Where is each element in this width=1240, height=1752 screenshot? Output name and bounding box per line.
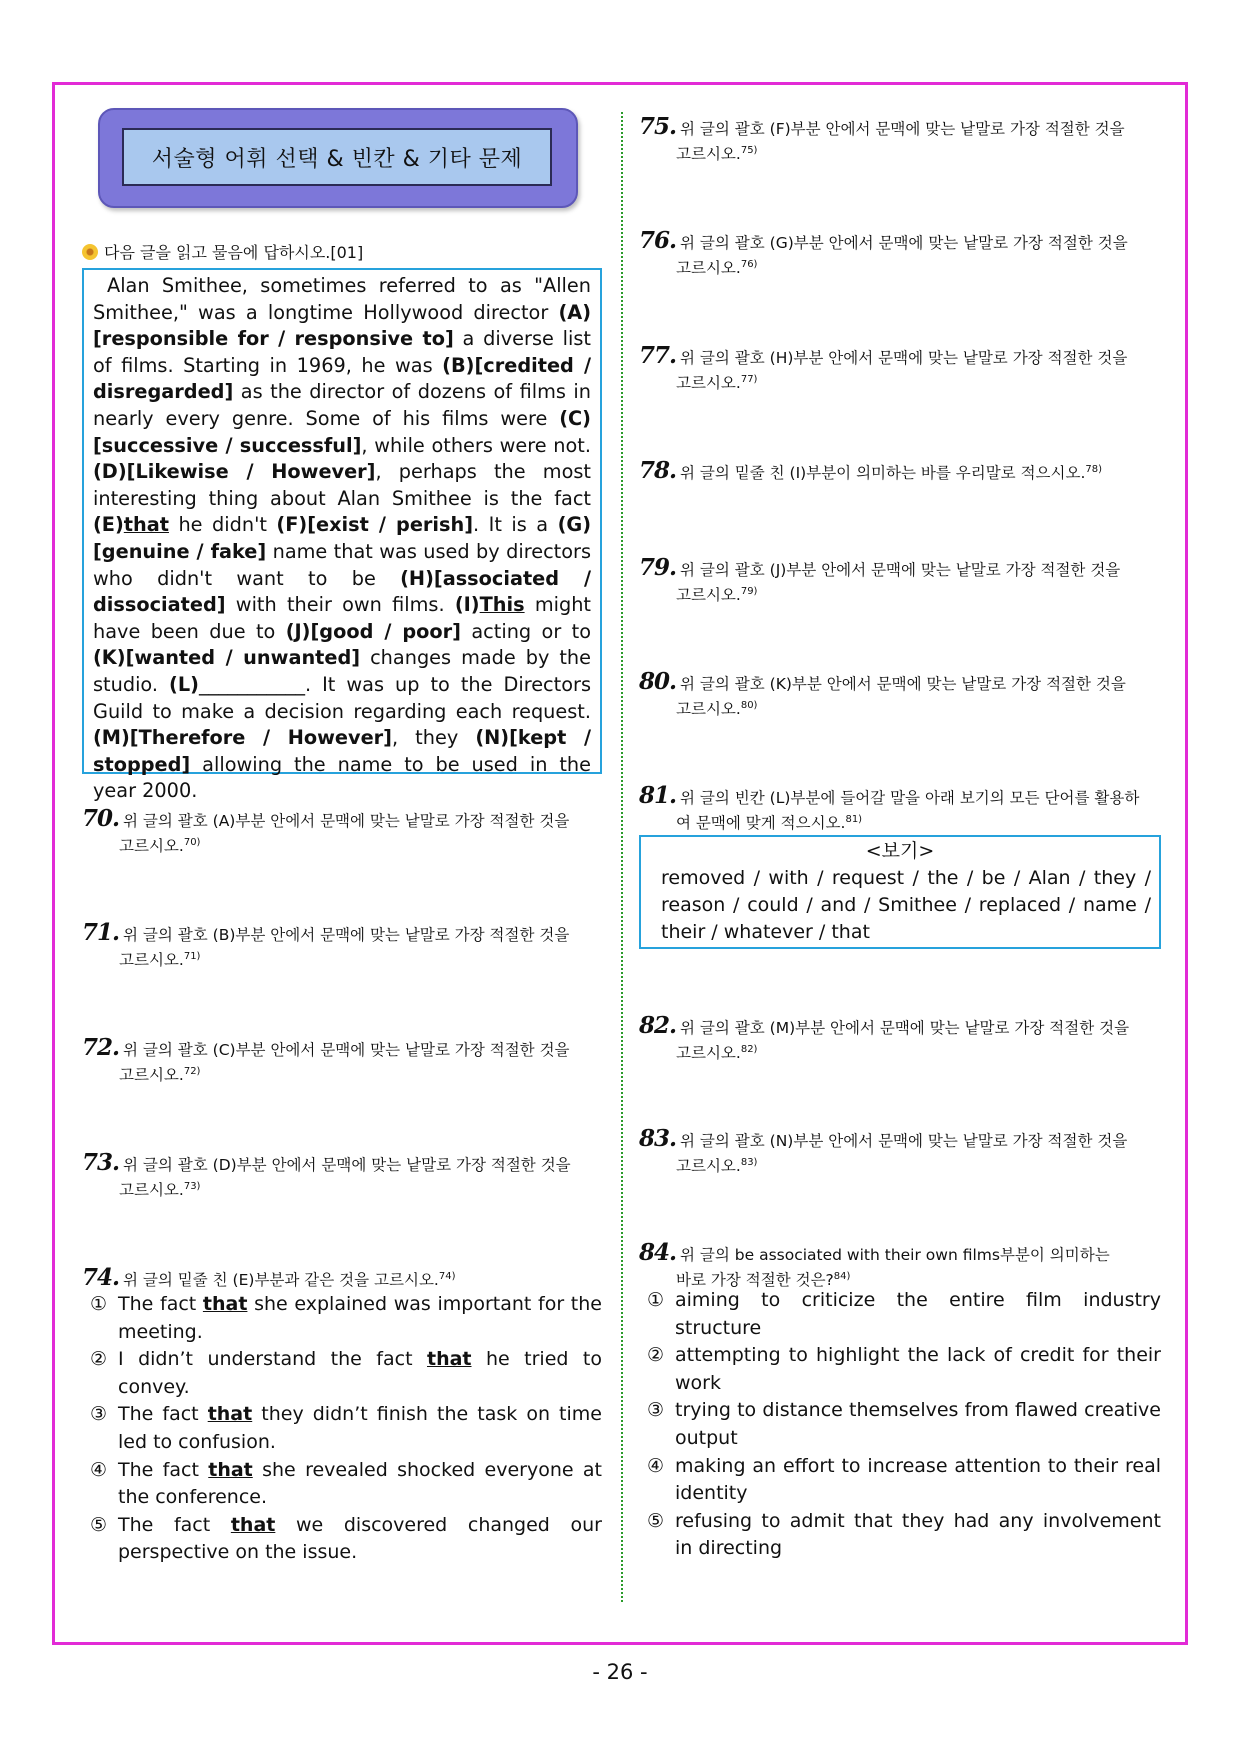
option-mark: ⑤	[90, 1513, 108, 1536]
question-number: 73.	[82, 1149, 120, 1176]
question-80	[639, 668, 1161, 720]
question-82	[639, 1012, 1161, 1064]
question-text: 위 글의 괄호 (C)부분 안에서 문맥에 맞는 낱말로 가장 적절한 것을	[123, 1041, 570, 1059]
question-text-cont: 고르시오.	[676, 700, 741, 719]
option-text: The fact	[118, 1403, 208, 1426]
question-text: 위 글의 빈칸 (L)부분에 들어갈 말을 아래 보기의 모든 단어를 활용하	[680, 789, 1140, 807]
footnote-ref: 75)	[740, 145, 758, 156]
option-text: attempting to highlight the lack of credit for their work	[675, 1344, 1161, 1394]
question-81	[639, 782, 1161, 834]
option-mark: ④	[647, 1454, 665, 1477]
passage-text: , they	[391, 726, 476, 750]
option-text: she revealed shocked everyone at the conference.	[118, 1458, 602, 1509]
question-number: 83.	[639, 1125, 677, 1152]
footnote-ref: 79)	[740, 586, 758, 597]
option-2[interactable]	[647, 1342, 1161, 1397]
bracket-n: (N)[kept / stopped]	[93, 726, 591, 776]
option-mark: ②	[90, 1348, 108, 1371]
question-number: 84.	[639, 1239, 677, 1266]
option-text: he tried to convey.	[118, 1348, 602, 1398]
underlined-that: that	[230, 1513, 276, 1536]
option-3[interactable]	[90, 1401, 602, 1456]
question-number: 72.	[82, 1034, 120, 1061]
question-75	[639, 113, 1161, 165]
passage-text: Alan Smithee, sometimes referred to as "Allen Smithee," was a longtime Hollywood director	[93, 274, 591, 324]
option-text: The fact	[118, 1293, 203, 1315]
footnote-ref: 70)	[183, 837, 201, 848]
passage-text: changes made by the studio.	[93, 646, 592, 696]
question-text-cont: 고르시오.	[676, 374, 741, 393]
question-text: 위 글의 괄호 (M)부분 안에서 문맥에 맞는 낱말로 가장 적절한 것을	[680, 1019, 1130, 1037]
option-text: she explained was important for the meeting.	[118, 1293, 602, 1343]
bracket-g: (G)[genuine / fake]	[93, 513, 592, 563]
question-number: 81.	[639, 782, 677, 809]
question-text-cont: 바로 가장 적절한 것은?	[676, 1271, 834, 1290]
passage-text: , perhaps the most interesting thing about Alan Smithee is the fact	[93, 460, 591, 510]
question-text-cont: 고르시오.	[119, 1181, 184, 1200]
q84-options	[647, 1287, 1161, 1563]
option-text: we discovered changed our perspective on the issue.	[118, 1513, 602, 1564]
underlined-that: that	[207, 1403, 253, 1426]
footnote-ref: 84)	[833, 1271, 851, 1282]
option-2[interactable]	[90, 1346, 602, 1401]
question-text: 위 글의 괄호 (F)부분 안에서 문맥에 맞는 낱말로 가장 적절한 것을	[680, 120, 1125, 138]
footnote-ref: 82)	[740, 1044, 758, 1055]
question-text: 위 글의 괄호 (K)부분 안에서 문맥에 맞는 낱말로 가장 적절한 것을	[680, 675, 1126, 693]
option-text: trying to distance themselves from flawed creative output	[675, 1399, 1161, 1449]
question-text: 위 글의 밑줄 친 (I)부분이 의미하는 바를 우리말로 적으시오.	[680, 464, 1086, 483]
option-mark: ④	[90, 1458, 108, 1481]
option-text: The fact	[118, 1513, 231, 1536]
question-text: 위 글의 be associated with their own films부분이 의미하는	[680, 1246, 1110, 1264]
footnote-ref: 72)	[183, 1066, 201, 1077]
footnote-ref: 77)	[740, 374, 758, 385]
page-number: - 26 -	[592, 1660, 648, 1684]
option-mark: ②	[647, 1344, 665, 1367]
option-5[interactable]	[647, 1508, 1161, 1563]
column-divider	[621, 112, 623, 1602]
option-3[interactable]	[647, 1397, 1161, 1452]
passage-text: . It is a	[473, 513, 558, 537]
bracket-j: (J)[good / poor]	[285, 619, 461, 643]
bracket-f: (F)[exist / perish]	[276, 513, 474, 537]
question-text-cont: 고르시오.	[676, 145, 741, 164]
question-number: 79.	[639, 554, 677, 581]
underlined-that: that	[202, 1293, 248, 1315]
underlined-e: that	[123, 513, 169, 537]
passage-text: ___________. It was up to the Directors Guild to make a decision regarding each request.	[93, 672, 591, 723]
question-text-cont: 고르시오.	[676, 586, 741, 605]
bracket-c: (C)[successive / successful]	[93, 406, 591, 457]
bracket-b: (B)[credited / disregarded]	[93, 353, 591, 404]
passage-text: acting or to	[460, 619, 591, 643]
footnote-ref: 71)	[183, 951, 201, 962]
question-text-cont: 고르시오.	[676, 259, 741, 278]
word-bank-words: removed / with / request / the / be / Alan / they / reason / could / and / Smithee / replaced / name / their / whatever / that	[661, 867, 1151, 943]
option-1[interactable]	[647, 1287, 1161, 1342]
label-i: (I)	[454, 593, 480, 617]
question-text: 위 글의 괄호 (H)부분 안에서 문맥에 맞는 낱말로 가장 적절한 것을	[680, 349, 1128, 367]
instruction-line	[82, 240, 363, 263]
question-number: 74.	[82, 1264, 120, 1292]
option-mark: ③	[647, 1399, 665, 1422]
question-number: 71.	[82, 919, 120, 946]
option-text: they didn’t finish the task on time led to confusion.	[118, 1403, 602, 1453]
passage-text: name that was used by directors who didn't want to be	[93, 539, 592, 590]
option-text: refusing to admit that they had any involvement in directing	[675, 1509, 1161, 1560]
footnote-ref: 78)	[1085, 464, 1103, 475]
question-78	[639, 459, 1161, 484]
underlined-i: This	[479, 593, 525, 617]
footnote-ref: 81)	[845, 814, 863, 825]
bracket-d: (D)[Likewise / However]	[93, 460, 376, 484]
question-text: 위 글의 밑줄 친 (E)부분과 같은 것을 고르시오.	[123, 1271, 439, 1290]
question-text: 위 글의 괄호 (J)부분 안에서 문맥에 맞는 낱말로 가장 적절한 것을	[680, 561, 1121, 579]
label-e: (E)	[93, 513, 124, 537]
reading-passage	[82, 268, 602, 803]
question-79	[639, 554, 1161, 606]
question-76	[639, 227, 1161, 279]
question-number: 75.	[639, 113, 677, 140]
option-text: aiming to criticize the entire film industry structure	[675, 1289, 1161, 1339]
passage-text: as the director of dozens of films in nearly every genre. Some of his films were	[93, 380, 591, 430]
question-number: 82.	[639, 1012, 677, 1039]
underlined-that: that	[427, 1348, 472, 1371]
question-text: 위 글의 괄호 (B)부분 안에서 문맥에 맞는 낱말로 가장 적절한 것을	[123, 926, 570, 944]
option-mark: ③	[90, 1403, 108, 1426]
word-bank-box	[639, 835, 1161, 949]
question-text: 위 글의 괄호 (D)부분 안에서 문맥에 맞는 낱말로 가장 적절한 것을	[123, 1156, 571, 1174]
option-text: I didn’t understand the fact	[118, 1348, 427, 1371]
bracket-m: (M)[Therefore / However]	[93, 726, 392, 750]
bracket-h: (H)[associated / dissociated]	[93, 566, 591, 617]
passage-text: a diverse list of films. Starting in 1969, he was	[93, 327, 591, 377]
footnote-ref: 74)	[438, 1271, 456, 1282]
passage-text: allowing the name to be used in the year 2000.	[93, 752, 591, 803]
question-text-cont: 고르시오.	[676, 1157, 741, 1176]
question-number: 80.	[639, 668, 677, 695]
option-mark: ⑤	[647, 1509, 665, 1532]
question-text: 위 글의 괄호 (A)부분 안에서 문맥에 맞는 낱말로 가장 적절한 것을	[123, 812, 570, 830]
option-5[interactable]	[90, 1512, 602, 1567]
question-number: 77.	[639, 342, 677, 369]
question-71	[82, 919, 602, 971]
question-number: 70.	[82, 805, 120, 832]
question-text-cont: 고르시오.	[119, 837, 184, 856]
word-bank-title: <보기>	[865, 840, 935, 862]
option-4[interactable]	[90, 1457, 602, 1512]
question-number: 78.	[639, 457, 677, 485]
option-text: The fact	[118, 1458, 209, 1481]
flower-icon	[82, 244, 98, 260]
question-text-cont: 여 문맥에 맞게 적으시오.	[676, 814, 846, 833]
question-text-cont: 고르시오.	[676, 1044, 741, 1063]
q74-options	[90, 1291, 602, 1567]
question-text: 위 글의 괄호 (G)부분 안에서 문맥에 맞는 낱말로 가장 적절한 것을	[680, 234, 1128, 252]
option-mark: ①	[647, 1289, 665, 1311]
option-1[interactable]	[90, 1291, 602, 1346]
footnote-ref: 73)	[183, 1181, 201, 1192]
footnote-ref: 76)	[740, 259, 758, 270]
section-title-banner	[98, 108, 578, 208]
question-number: 76.	[639, 227, 677, 254]
option-mark: ①	[90, 1293, 108, 1315]
footnote-ref: 83)	[740, 1157, 758, 1168]
question-text-cont: 고르시오.	[119, 951, 184, 970]
section-title: 서술형 어휘 선택 & 빈칸 & 기타 문제	[122, 128, 552, 186]
passage-text: might have been due to	[93, 593, 591, 643]
question-72	[82, 1034, 602, 1086]
blank-l-label: (L)	[169, 672, 199, 696]
bracket-k: (K)[wanted / unwanted]	[93, 646, 361, 670]
question-73	[82, 1149, 602, 1201]
bracket-a: (A)[responsible for / responsive to]	[93, 300, 591, 351]
option-text: making an effort to increase attention to their real identity	[675, 1454, 1161, 1505]
question-74	[82, 1266, 602, 1291]
instruction-text: 다음 글을 읽고 물음에 답하시오.[01]	[104, 243, 364, 262]
question-84	[639, 1239, 1161, 1291]
passage-text: with their own films.	[225, 593, 455, 617]
footnote-ref: 80)	[740, 700, 758, 711]
question-text-cont: 고르시오.	[119, 1066, 184, 1085]
underlined-that: that	[208, 1458, 253, 1481]
option-4[interactable]	[647, 1453, 1161, 1508]
question-77	[639, 342, 1161, 394]
passage-text: he didn't	[168, 513, 277, 537]
passage-text: , while others were not.	[361, 433, 591, 457]
question-70	[82, 805, 602, 857]
question-83	[639, 1125, 1161, 1177]
question-text: 위 글의 괄호 (N)부분 안에서 문맥에 맞는 낱말로 가장 적절한 것을	[680, 1132, 1128, 1150]
